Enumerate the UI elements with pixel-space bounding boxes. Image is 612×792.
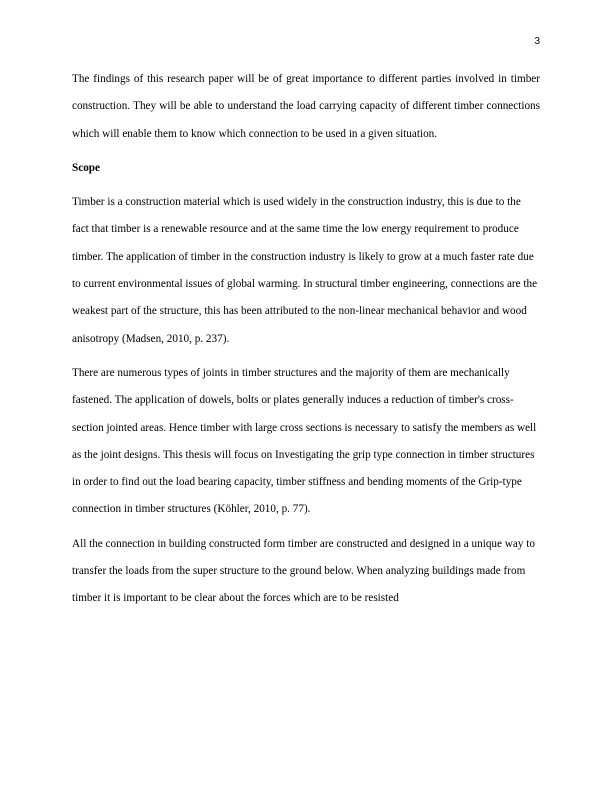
page-number: 3 (534, 36, 540, 47)
document-body (72, 66, 540, 620)
scope-paragraph-3: All the connection in building constructed form timber are constructed and designed in a unique way to transfer the loads from the super structure to the ground below. When analyzing buildings made from timber it is important to be clear about the forces which are to be resisted (72, 537, 535, 605)
scope-paragraph-1: Timber is a construction material which is used widely in the construction industry, this is due to the fact that timber is a renewable resource and at the same time the low energy requirement to produce timber. The application of timber in the construction industry is likely to grow at a much faster rate due to current environmental issues of global warming. In structural timber engineering, connections are the weakest part of the structure, this has been attributed to the non-linear mechanical behavior and wood anisotropy (Madsen, 2010, p. 237). (72, 196, 538, 345)
scope-paragraph-2: There are numerous types of joints in timber structures and the majority of them are mechanically fastened. The application of dowels, bolts or plates generally induces a reduction of timber's cross-section jointed areas. Hence timber with large cross sections is necessary to satisfy the members as well as the joint designs. This thesis will focus on Investigating the grip type connection in timber structures in order to find out the load bearing capacity, timber stiffness and bending moments of the Grip-type connection in timber structures (Köhler, 2010, p. 77). (72, 366, 537, 516)
intro-paragraph: The findings of this research paper will be of great importance to different parties involved in timber construction. They will be able to understand the load carrying capacity of different timber connections which will enable them to know which connection to be used in a given situation. (72, 73, 540, 140)
scope-heading: Scope (72, 161, 100, 174)
